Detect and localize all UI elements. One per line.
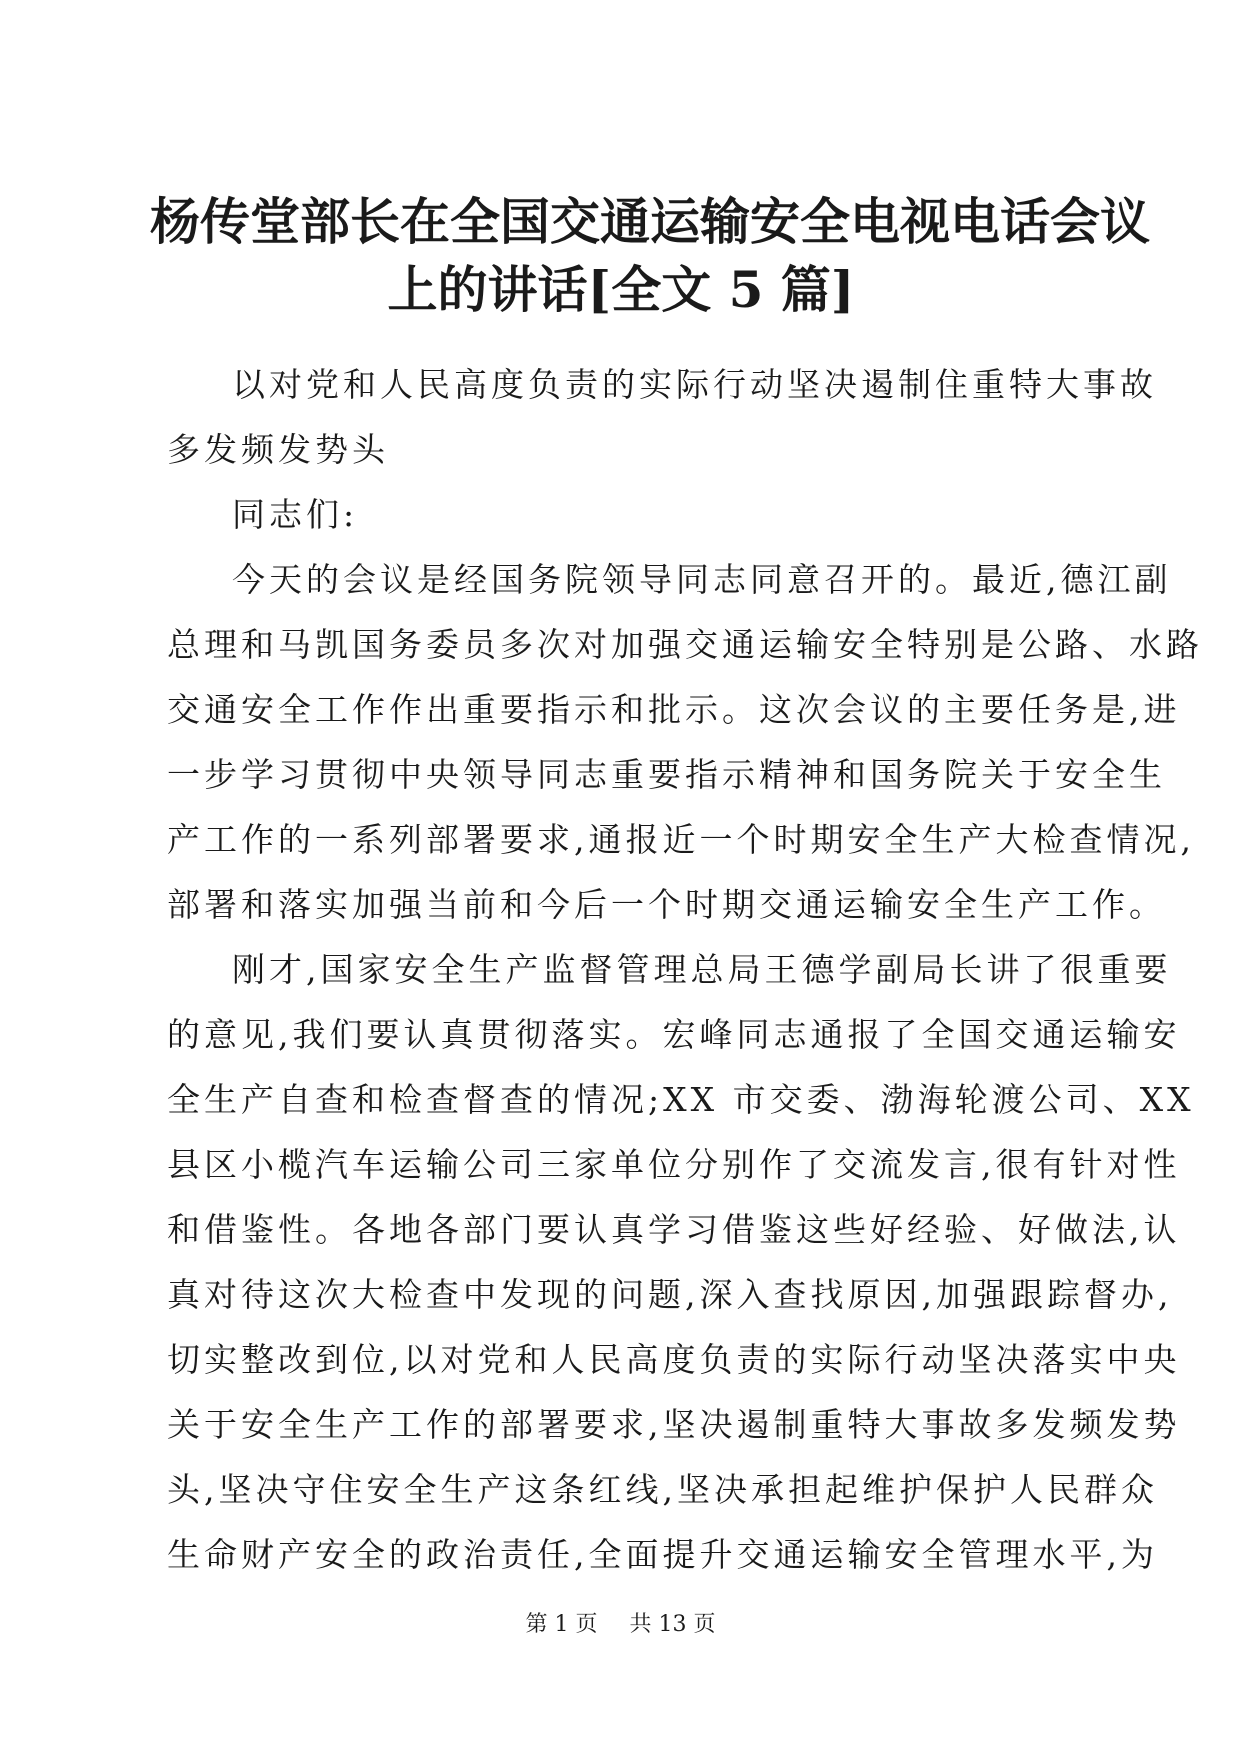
document-title — [150, 188, 1150, 324]
text-line: 的意见,我们要认真贯彻落实。宏峰同志通报了全国交通运输安 — [167, 1015, 1181, 1054]
text-line: 同志们: — [232, 495, 359, 534]
text-line: 生命财产安全的政治责任,全面提升交通运输安全管理水平,为 — [167, 1535, 1158, 1574]
text-line: 总理和马凯国务委员多次对加强交通运输安全特别是公路、水路 — [167, 625, 1203, 664]
text-line: 今天的会议是经国务院领导同志同意召开的。最近,德江副 — [232, 560, 1172, 599]
text-line: 产工作的一系列部署要求,通报近一个时期安全生产大检查情况, — [167, 820, 1195, 859]
page-number: 第 1 页 — [525, 1612, 598, 1637]
text-line: 关于安全生产工作的部署要求,坚决遏制重特大事故多发频发势 — [167, 1405, 1181, 1444]
text-line: 和借鉴性。各地各部门要认真学习借鉴这些好经验、好做法,认 — [167, 1210, 1181, 1249]
paragraph-2 — [167, 937, 1195, 1587]
text-line: 交通安全工作作出重要指示和批示。这次会议的主要任务是,进 — [167, 690, 1181, 729]
text-line: 一步学习贯彻中央领导同志重要指示精神和国务院关于安全生 — [167, 755, 1166, 794]
title-line: 杨传堂部长在全国交通运输安全电视电话会议 — [150, 192, 1150, 251]
page-footer — [0, 1610, 1241, 1640]
text-line: 刚才,国家安全生产监督管理总局王德学副局长讲了很重要 — [232, 950, 1172, 989]
document-body — [167, 352, 1203, 1587]
text-line: 切实整改到位,以对党和人民高度负责的实际行动坚决落实中央 — [167, 1340, 1181, 1379]
paragraph-1 — [167, 547, 1203, 937]
paragraph-salutation — [167, 482, 1081, 547]
text-line: 头,坚决守住安全生产这条红线,坚决承担起维护保护人民群众 — [167, 1470, 1158, 1509]
text-line: 部署和落实加强当前和今后一个时期交通运输安全生产工作。 — [167, 885, 1166, 924]
text-line: 以对党和人民高度负责的实际行动坚决遏制住重特大事故 — [232, 365, 1157, 404]
page-total: 共 13 页 — [629, 1612, 716, 1637]
text-line: 全生产自查和检查督查的情况;XX 市交委、渤海轮渡公司、XX — [167, 1080, 1195, 1119]
text-line: 多发频发势头 — [167, 430, 389, 469]
text-line: 真对待这次大检查中发现的问题,深入查找原因,加强跟踪督办, — [167, 1275, 1173, 1314]
title-line: 上的讲话[全文 5 篇] — [387, 260, 855, 319]
paragraph-subtitle — [167, 352, 1157, 482]
text-line: 县区小榄汽车运输公司三家单位分别作了交流发言,很有针对性 — [167, 1145, 1181, 1184]
